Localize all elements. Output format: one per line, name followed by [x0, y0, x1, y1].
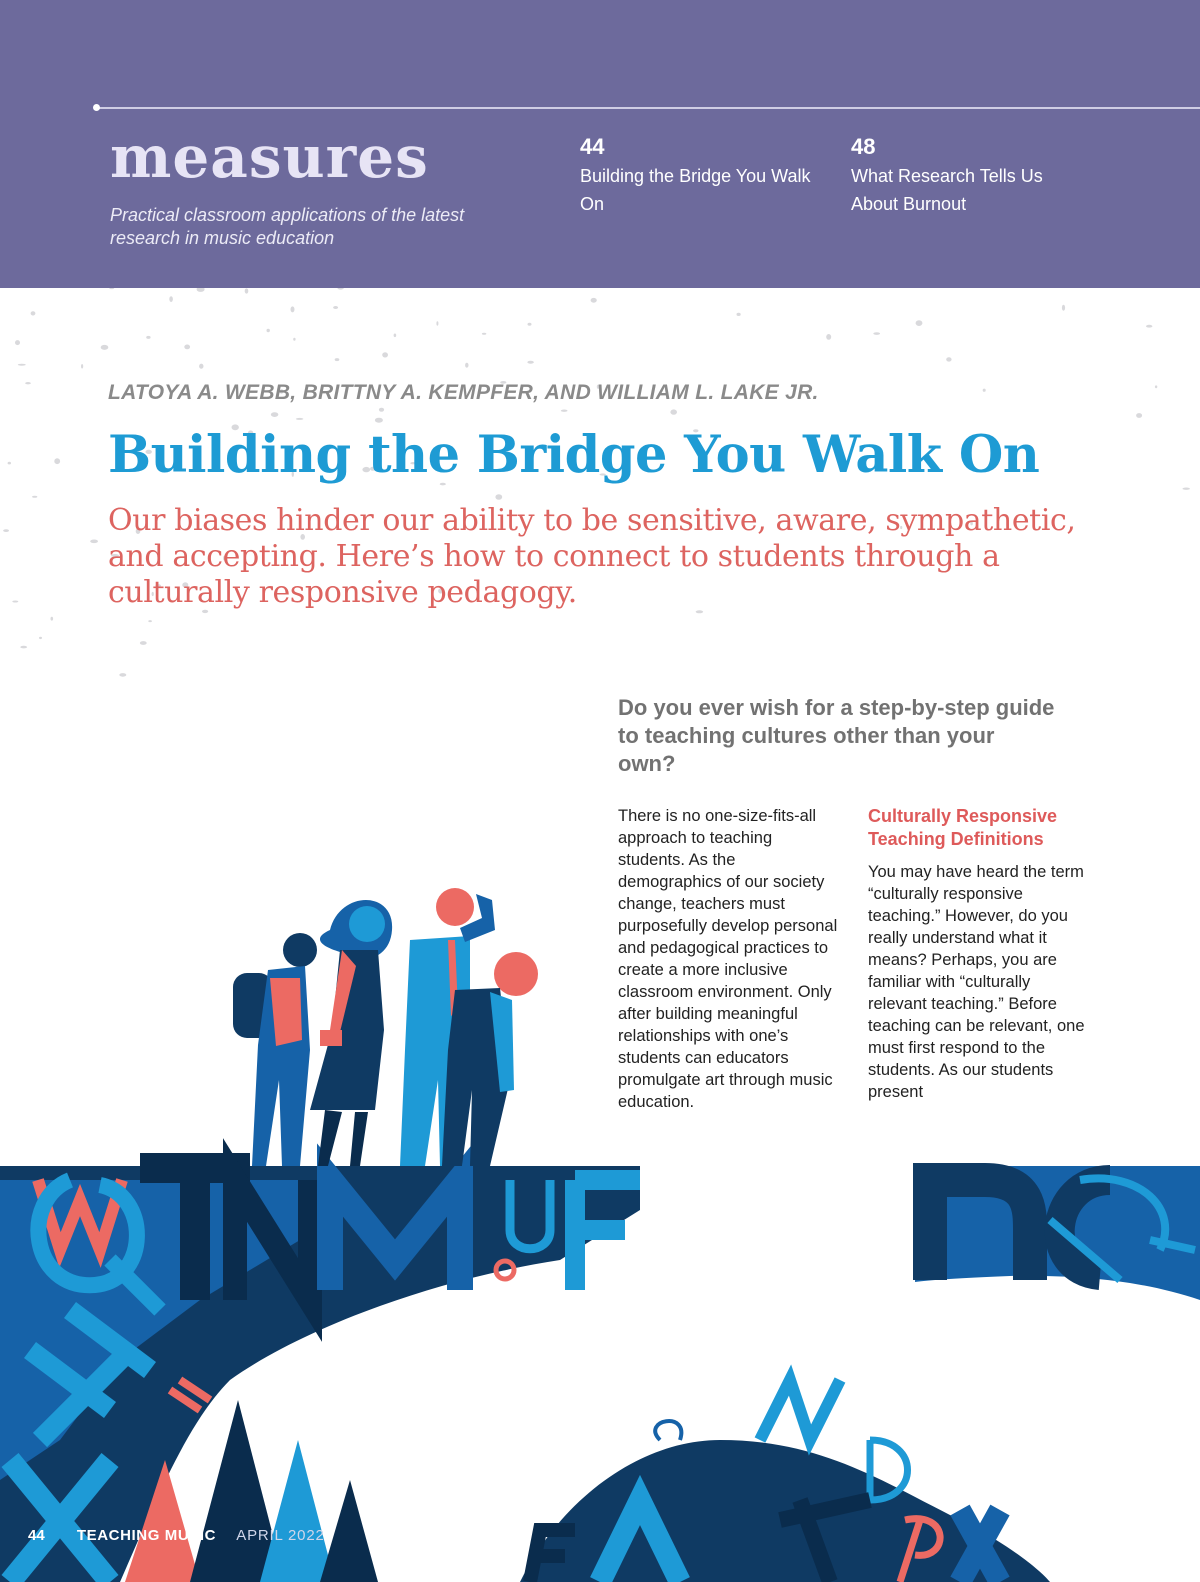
speckle [916, 320, 923, 326]
person-head [436, 888, 474, 926]
toc-item-44[interactable] [580, 134, 820, 218]
speckle [148, 620, 152, 622]
speckle [1062, 305, 1065, 311]
speckle [983, 389, 986, 392]
speckle [394, 334, 397, 338]
speckle [375, 418, 383, 423]
speckle [527, 361, 533, 364]
speckle [293, 338, 295, 341]
article-deck: Our biases hinder our ability to be sensitive, aware, sympathetic, and accepting. Here’s how to connect to students through a culturally responsive pedagogy. [108, 503, 1076, 610]
speckle-texture [0, 288, 1200, 708]
person-head [349, 906, 385, 942]
letter-n-pile [760, 1380, 840, 1440]
section-banner [0, 0, 1200, 288]
person-head [494, 952, 538, 996]
speckle [465, 363, 468, 368]
speckle [32, 496, 37, 498]
speckle [169, 296, 173, 302]
body-text: There is no one-size-fits-all approach to teaching students. As the demographics of our society change, teachers must purposefully develop personal and pedagogical practices to create a more inclusive classroom environment. Only after building meaningful relationships with one’s students can educators promulgate art through music education. [618, 807, 838, 1111]
speckle [119, 673, 126, 677]
bridge-illustration [0, 880, 1200, 1582]
people-group [233, 888, 538, 1166]
sidebar-body: You may have heard the term “culturally responsive teaching.” However, do you really understand what it means? Perhaps, you are familiar with “culturally relevant teaching.” Before teaching can be relevant, one must first respond to the students. As our students present [868, 863, 1085, 1101]
speckle [561, 410, 568, 412]
article-title: Building the Bridge You Walk On [108, 425, 1040, 485]
issue-date: APRIL 2022 [236, 1526, 325, 1544]
speckle [826, 334, 831, 340]
speckle [54, 458, 60, 464]
speckle [1136, 413, 1142, 418]
speckle [333, 306, 338, 309]
speckle [335, 358, 340, 361]
speckle [591, 298, 597, 303]
person-head [283, 933, 317, 967]
tree [320, 1480, 378, 1582]
magazine-name: TEACHING MUSIC [76, 1526, 217, 1544]
banner-divider [96, 107, 1200, 109]
toc-title: Building the Bridge You Walk On [580, 166, 811, 214]
speckle [90, 540, 98, 544]
speckle [109, 288, 114, 289]
speckle [1183, 488, 1190, 490]
speckle [873, 332, 880, 335]
speckle [8, 462, 11, 465]
lead-question: Do you ever wish for a step-by-step guide to teaching cultures other than your own? [618, 695, 1055, 776]
speckle [1146, 325, 1152, 328]
speckle [18, 364, 26, 366]
speckle [20, 646, 27, 649]
tree [260, 1440, 335, 1582]
speckle [146, 336, 150, 339]
speckle [39, 637, 42, 639]
person-book [320, 1030, 342, 1046]
speckle [184, 345, 190, 350]
article-authors: LATOYA A. WEBB, BRITTNY A. KEMPFER, AND WILLIAM L. LAKE JR. [108, 381, 819, 404]
speckle [51, 617, 54, 621]
speckle [101, 345, 109, 350]
speckle [291, 306, 295, 312]
speckle [31, 311, 36, 315]
speckle [3, 529, 9, 532]
speckle [267, 329, 270, 332]
speckle [495, 494, 502, 500]
speckle [382, 352, 388, 357]
speckle [15, 340, 20, 345]
speckle [140, 641, 147, 645]
speckle [81, 364, 83, 368]
letter-s-pile [655, 1421, 681, 1440]
page-number: 44 [28, 1526, 45, 1544]
speckle [1155, 385, 1157, 388]
toc-page-number: 44 [580, 134, 605, 159]
speckle [197, 288, 205, 292]
speckle [245, 288, 249, 293]
speckle [271, 412, 278, 417]
speckle [296, 418, 304, 420]
speckle [337, 288, 343, 290]
person-legs [318, 1110, 368, 1166]
section-title: measures [110, 123, 429, 191]
sidebar-heading: Culturally Responsive Teaching Definitions [868, 806, 1058, 849]
speckle [379, 408, 384, 412]
speckle [25, 382, 31, 384]
section-description: Practical classroom applications of the latest research in music education [110, 205, 465, 248]
banner-divider-dot [93, 104, 100, 111]
toc-title: What Research Tells Us About Burnout [851, 166, 1043, 214]
speckle [482, 333, 486, 335]
speckle [737, 313, 741, 316]
speckle [670, 409, 677, 414]
speckle [199, 364, 203, 369]
speckle [946, 357, 951, 361]
toc-page-number: 48 [851, 134, 876, 159]
toc-item-48[interactable] [851, 134, 1081, 218]
speckle [436, 321, 438, 325]
speckle [528, 323, 532, 326]
speckle [12, 601, 18, 603]
page-footer [28, 1526, 325, 1546]
